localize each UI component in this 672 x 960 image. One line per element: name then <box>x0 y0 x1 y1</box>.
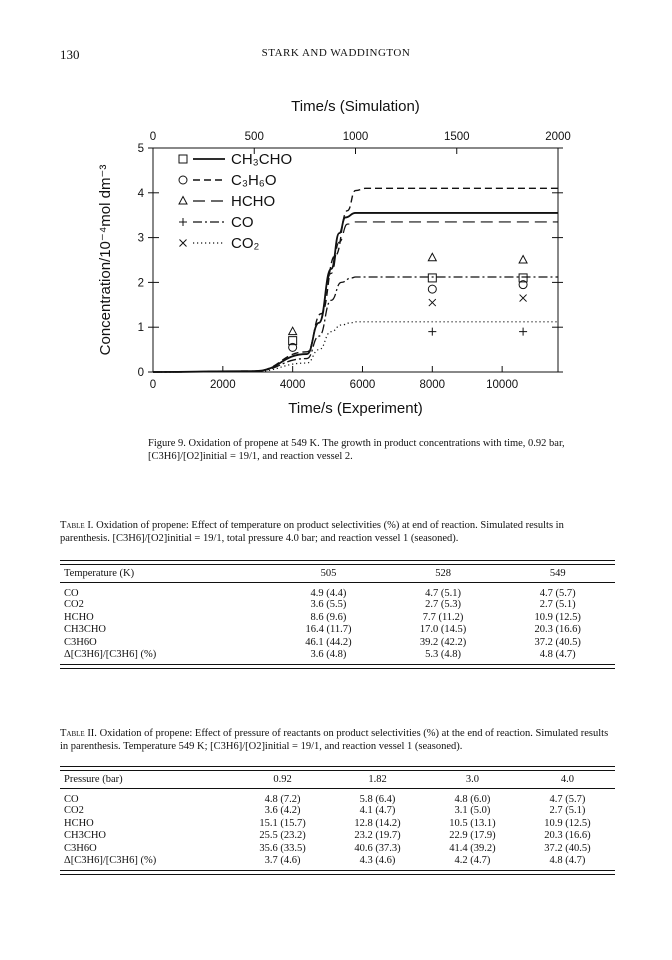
table-cell: 4.2 (4.7) <box>454 855 491 867</box>
legend-marker-co-shape <box>179 218 187 226</box>
table-cell: CO2 <box>64 805 84 817</box>
data-point-co-shape <box>428 328 436 336</box>
data-point-hcho-shape <box>289 327 297 335</box>
table-cell: 4.8 (4.7) <box>549 855 586 867</box>
legend-label-co2: CO₂ <box>231 235 260 252</box>
table-cell: 3.7 (4.6) <box>264 855 301 867</box>
table-cell: 37.2 (40.5) <box>544 842 591 854</box>
legend-marker-co2-shape <box>180 240 187 247</box>
top-tick-label: 1500 <box>443 131 470 143</box>
page-number: 130 <box>60 47 80 62</box>
table-cell: 16.4 (11.7) <box>305 624 352 636</box>
table-row <box>60 830 615 843</box>
legend-marker-hcho <box>179 197 187 205</box>
table-cell: 5.3 (4.8) <box>425 649 462 661</box>
legend-marker-ch3cho <box>179 155 187 163</box>
table-cell: 4.8 (4.7) <box>539 649 576 661</box>
series-line-co <box>153 277 558 372</box>
table-cell: 5.8 (6.4) <box>359 793 396 805</box>
table-cell: HCHO <box>64 611 94 623</box>
running-title: STARK AND WADDINGTON <box>261 47 411 59</box>
data-point-hcho-shape <box>519 256 527 264</box>
top-tick-label: 0 <box>149 131 157 143</box>
data-point-co-shape <box>519 328 527 336</box>
data-point-co2 <box>520 295 527 302</box>
table-cell: 3.6 (4.2) <box>264 805 301 817</box>
table-cell: C3H6O <box>64 842 97 854</box>
y-axis-title: Concentration/10⁻⁴mol dm⁻³ <box>97 164 114 356</box>
table-cell: 10.9 (12.5) <box>534 611 581 623</box>
table-row <box>60 789 615 805</box>
table-cell: 4.3 (4.6) <box>359 855 396 867</box>
top-tick-label: 1000 <box>342 131 369 143</box>
data-point-hcho-shape <box>428 253 436 261</box>
data-point-ch3cho-shape <box>428 274 436 282</box>
table-2-caption <box>60 727 615 753</box>
bottom-tick-label: 4000 <box>279 379 306 391</box>
data-point-co2-shape <box>520 295 527 302</box>
table2-col-header: 0.92 <box>235 770 330 789</box>
table-row <box>60 636 615 649</box>
legend-marker-hcho-shape <box>179 197 187 205</box>
table-row <box>60 624 615 637</box>
table-cell: CH3CHO <box>64 830 107 842</box>
figure-9-chart <box>0 0 672 430</box>
table-cell: 10.9 (12.5) <box>544 817 591 829</box>
bottom-tick-label: 0 <box>149 379 157 391</box>
table-cell: 2.7 (5.1) <box>539 599 576 611</box>
table-cell: 25.5 (23.2) <box>259 830 306 842</box>
data-point-hcho <box>289 327 297 335</box>
series-line-c3h6o <box>153 188 558 372</box>
table-2-caption-text: Oxidation of propene: Effect of pressure of reactants on product selectivities (%) at the end of reaction. Simulated results in parenthesis. Temperature 549 K; [C3H6]/[O2]initial = 19/1, and reaction vessel 1 (seasoned). <box>60 728 609 752</box>
table-cell: 17.0 (14.5) <box>419 624 467 636</box>
table-1-caption <box>60 519 615 545</box>
table-cell: CO <box>64 587 79 599</box>
table-cell: 3.1 (5.0) <box>454 805 491 817</box>
y-tick-label: 4 <box>137 187 144 200</box>
table-row <box>60 805 615 818</box>
table-cell: CH3CHO <box>64 624 107 636</box>
data-point-hcho <box>519 256 527 264</box>
series-line-hcho <box>153 222 558 372</box>
y-tick-label: 1 <box>137 322 144 335</box>
table2-col-header: 3.0 <box>425 770 520 789</box>
table-row <box>60 855 615 868</box>
table-row <box>60 842 615 855</box>
table-cell: 22.9 (17.9) <box>449 830 496 842</box>
table-cell: 20.3 (16.6) <box>544 830 591 842</box>
table2-col-header: 1.82 <box>330 770 425 789</box>
table1-col-header: 505 <box>271 564 386 583</box>
table1-col-header: Temperature (K) <box>60 564 271 583</box>
data-point-c3h6o-shape <box>428 285 436 293</box>
table-cell: 10.5 (13.1) <box>449 817 496 829</box>
legend-marker-co2 <box>180 240 187 247</box>
table-cell: C3H6O <box>64 636 97 648</box>
table-cell: 39.2 (42.2) <box>419 636 467 648</box>
bottom-tick-label: 6000 <box>349 379 376 391</box>
series-line-co2 <box>153 322 558 372</box>
data-point-ch3cho <box>428 274 436 282</box>
table-cell: HCHO <box>64 817 94 829</box>
bottom-tick-label: 8000 <box>419 379 446 391</box>
legend-label-ch3cho: CH₃CHO <box>231 151 293 168</box>
table-row <box>60 583 615 599</box>
table-row <box>60 599 615 612</box>
series-line-ch3cho <box>153 213 558 372</box>
table2-col-header: Pressure (bar) <box>60 770 235 789</box>
table-cell: 4.1 (4.7) <box>359 805 396 817</box>
top-tick-label: 2000 <box>545 131 571 143</box>
bottom-tick-label: 10000 <box>486 379 519 391</box>
data-point-co <box>428 328 436 336</box>
table-cell: 7.7 (11.2) <box>422 611 464 623</box>
table-cell: 35.6 (33.5) <box>259 842 306 854</box>
table-row <box>60 817 615 830</box>
table-cell: 15.1 (15.7) <box>259 817 306 829</box>
legend-marker-co <box>179 218 187 226</box>
table-1-caption-text: Oxidation of propene: Effect of temperature on product selectivities (%) at end of reaction. Simulated results in parenthesis. [C3H6]/[O2]initial = 19/1, total pressure 4.0 bar; and reaction vessel 1 (seasoned). <box>60 520 564 544</box>
table-2-label: Table II. <box>60 728 97 739</box>
legend-label-c3h6o: C₃H₆O <box>231 172 277 189</box>
y-tick-label: 0 <box>137 367 144 379</box>
plot-frame <box>153 148 558 372</box>
table-cell: 12.8 (14.2) <box>354 817 401 829</box>
top-tick-label: 500 <box>244 131 264 143</box>
table-cell: Δ[C3H6]/[C3H6] (%) <box>64 855 157 867</box>
top-axis-title: Time/s (Simulation) <box>291 98 420 115</box>
table-cell: 3.6 (5.5) <box>310 599 347 611</box>
figure-caption: Figure 9. Oxidation of propene at 549 K. The growth in product concentrations with time, 0.92 bar, [C3H6]/[O2]initial = 19/1, and reaction vessel 2. <box>148 438 565 462</box>
data-point-co2 <box>429 299 436 306</box>
table-cell: Δ[C3H6]/[C3H6] (%) <box>64 649 157 661</box>
table-cell: 23.2 (19.7) <box>354 830 401 842</box>
table-cell: 2.7 (5.3) <box>425 599 462 611</box>
legend-label-hcho: HCHO <box>231 193 276 210</box>
table-cell: 4.7 (5.7) <box>539 587 576 599</box>
x-axis-title: Time/s (Experiment) <box>288 400 423 417</box>
table-cell: 8.6 (9.6) <box>310 611 347 623</box>
table1-col-header: 528 <box>386 564 501 583</box>
data-point-co2-shape <box>429 299 436 306</box>
table-row <box>60 611 615 624</box>
table-cell: 37.2 (40.5) <box>534 636 581 648</box>
table-cell: 4.8 (7.2) <box>264 793 301 805</box>
legend-marker-c3h6o <box>179 176 187 184</box>
table-cell: 4.8 (6.0) <box>454 793 491 805</box>
table-1-label: Table I. <box>60 520 94 531</box>
table2-bottom-rule <box>60 870 615 875</box>
table-cell: CO <box>64 793 79 805</box>
table-cell: CO2 <box>64 599 84 611</box>
legend-label-co: CO <box>231 214 254 231</box>
table2-col-header: 4.0 <box>520 770 615 789</box>
table-cell: 2.7 (5.1) <box>549 805 586 817</box>
table1-col-header: 549 <box>500 564 615 583</box>
table-cell: 3.6 (4.8) <box>310 649 347 661</box>
data-point-hcho <box>428 253 436 261</box>
table-cell: 4.9 (4.4) <box>310 587 347 599</box>
table-row <box>60 649 615 662</box>
table-cell: 20.3 (16.6) <box>534 624 581 636</box>
table-cell: 4.7 (5.1) <box>425 587 462 599</box>
table-1 <box>60 564 615 661</box>
y-tick-label: 5 <box>137 143 144 155</box>
data-point-c3h6o <box>428 285 436 293</box>
y-tick-label: 2 <box>137 277 144 290</box>
table-cell: 4.7 (5.7) <box>549 793 586 805</box>
y-tick-label: 3 <box>137 232 144 245</box>
table-cell: 40.6 (37.3) <box>354 842 401 854</box>
table1-bottom-rule <box>60 664 615 669</box>
bottom-tick-label: 2000 <box>210 379 236 391</box>
data-point-co <box>519 328 527 336</box>
table-cell: 41.4 (39.2) <box>449 842 496 854</box>
table-cell: 46.1 (44.2) <box>305 636 352 648</box>
legend-marker-c3h6o-shape <box>179 176 187 184</box>
legend-marker-ch3cho-shape <box>179 155 187 163</box>
table-2 <box>60 770 615 867</box>
